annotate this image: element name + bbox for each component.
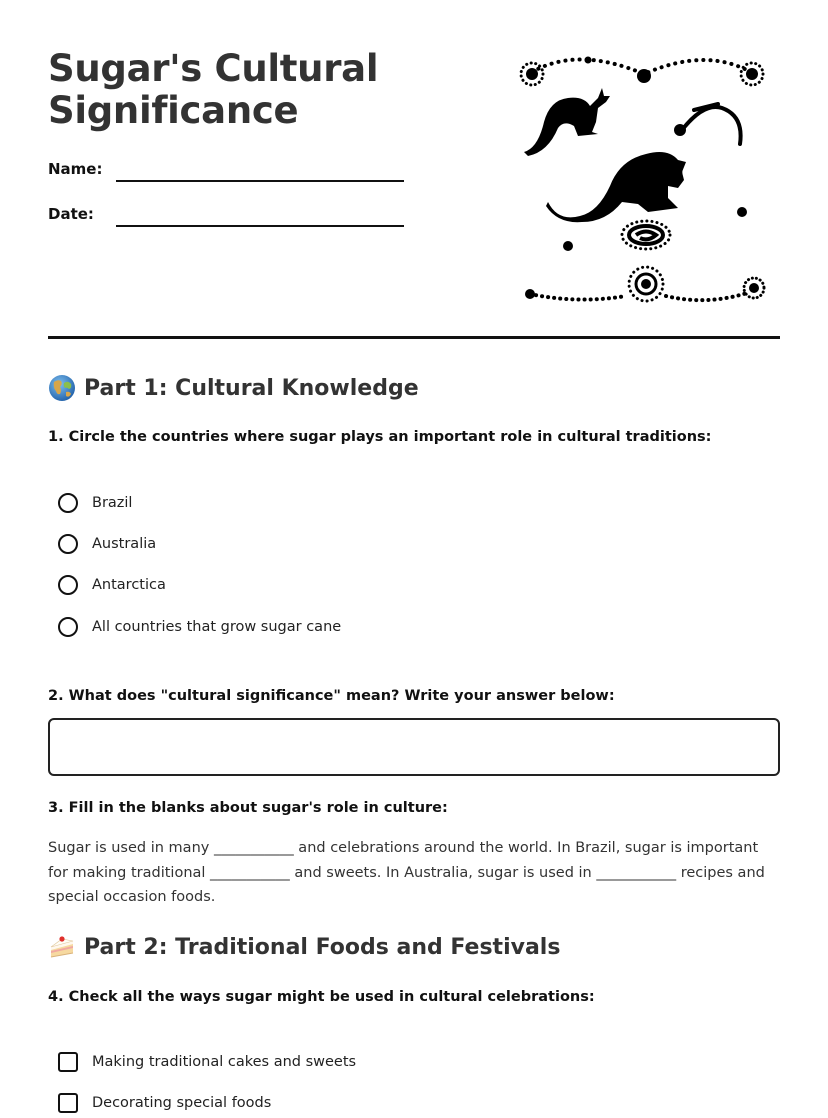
dot-art-illustration xyxy=(518,52,768,312)
q1-option-brazil[interactable] xyxy=(58,493,132,513)
worksheet-page xyxy=(48,0,780,1118)
dot-icon xyxy=(737,207,747,217)
dot-icon xyxy=(563,241,573,251)
question-1: 1. Circle the countries where sugar plays an important role in cultural traditions: xyxy=(48,429,712,445)
option-label: Antarctica xyxy=(92,577,166,593)
option-label: All countries that grow sugar cane xyxy=(92,619,342,635)
swirl-icon xyxy=(622,221,670,249)
option-label: Making traditional cakes and sweets xyxy=(92,1054,357,1070)
part1-heading xyxy=(48,374,419,402)
question-4: 4. Check all the ways sugar might be used in cultural celebrations: xyxy=(48,989,595,1005)
option-label: Decorating special foods xyxy=(92,1095,272,1111)
small-kangaroo-icon xyxy=(524,88,610,156)
cake-icon xyxy=(48,933,76,961)
option-label: Brazil xyxy=(92,495,133,511)
boomerang-icon xyxy=(682,104,741,144)
part1-title: Part 1: Cultural Knowledge xyxy=(84,375,419,401)
section-divider xyxy=(48,336,780,339)
checkbox[interactable] xyxy=(58,1093,78,1113)
date-field[interactable] xyxy=(116,225,404,227)
date-label: Date: xyxy=(48,205,94,223)
q1-option-all-countries[interactable] xyxy=(58,617,341,637)
part2-title: Part 2: Traditional Foods and Festivals xyxy=(84,934,561,960)
checkbox[interactable] xyxy=(58,1052,78,1072)
q2-answer-box[interactable] xyxy=(48,718,780,776)
q4-option-cakes-sweets[interactable] xyxy=(58,1052,356,1072)
q4-option-decorating[interactable] xyxy=(58,1093,271,1113)
option-label: Australia xyxy=(92,536,157,552)
q1-option-antarctica[interactable] xyxy=(58,575,166,595)
part2-heading xyxy=(48,933,560,961)
fill-in-paragraph: Sugar is used in many ___________ and celebrations around the world. In Brazil, sugar is important for making traditional ___________ and sweets. In Australia, sugar is used in ___________ recipes and special occasion foods. xyxy=(48,840,765,905)
radio-button[interactable] xyxy=(58,575,78,595)
page-title: Sugar's Cultural Significance xyxy=(48,47,379,132)
name-field[interactable] xyxy=(116,180,404,182)
name-label: Name: xyxy=(48,160,103,178)
question-2: 2. What does "cultural significance" mean? Write your answer below: xyxy=(48,688,615,704)
globe-icon xyxy=(48,374,76,402)
large-kangaroo-icon xyxy=(546,152,686,222)
dot-icon xyxy=(674,124,686,136)
radio-button[interactable] xyxy=(58,534,78,554)
question-3: 3. Fill in the blanks about sugar's role in culture: xyxy=(48,800,448,816)
q1-option-australia[interactable] xyxy=(58,534,156,554)
bottom-dotted-border xyxy=(525,267,764,301)
radio-button[interactable] xyxy=(58,493,78,513)
radio-button[interactable] xyxy=(58,617,78,637)
top-dotted-border xyxy=(521,57,763,86)
